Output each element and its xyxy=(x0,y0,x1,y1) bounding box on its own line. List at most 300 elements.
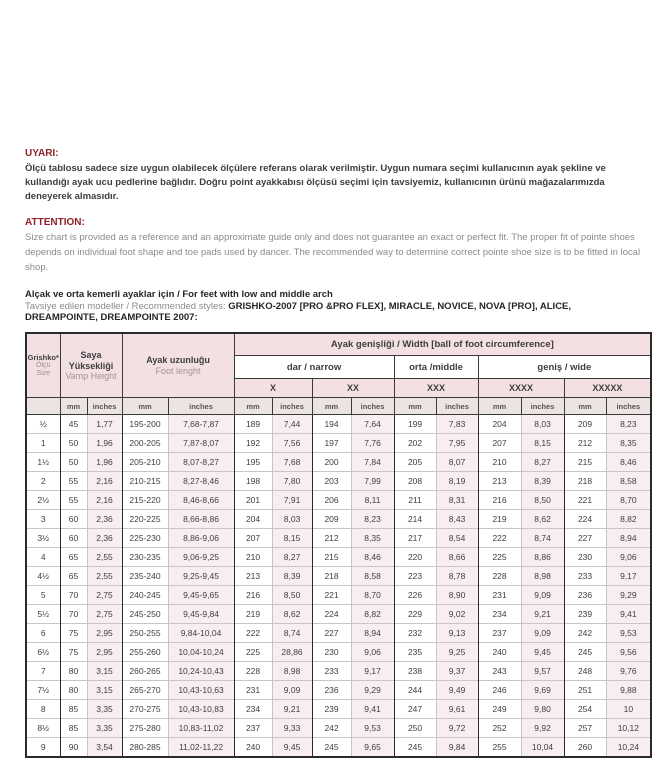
table-cell: 242 xyxy=(312,719,351,738)
table-cell: 75 xyxy=(60,643,87,662)
table-cell: 210 xyxy=(478,453,521,472)
table-cell: 245-250 xyxy=(122,605,168,624)
recommended-styles-list: GRISHKO-2007 [PRO &PRO FLEX], MIRACLE, NOVICE, NOVA [PRO], ALICE, DREAMPOINTE, DREAMPOINTE 2007: xyxy=(25,301,572,324)
table-cell: 8,07 xyxy=(436,453,478,472)
size-table-body xyxy=(26,415,651,758)
table-cell: 233 xyxy=(564,567,606,586)
table-cell: 85 xyxy=(60,719,87,738)
warning-body-tr: Ölçü tablosu sadece size uygun olabilecek ölçülere referans olarak verilmiştir. Uygun numara seçimi kullanıcının ayak şekline ve kullandığı ayak ucu pedlerine bağlıdır. Doğru point ayakkabısı ölçüsü seçimi için tavsiyemiz, kullanıcının ürünü mağazalarımızda deneyerek almasıdır. xyxy=(25,163,606,202)
table-cell: 222 xyxy=(234,624,272,643)
table-cell: 8,39 xyxy=(521,472,564,491)
table-cell: 221 xyxy=(564,491,606,510)
table-cell: 195-200 xyxy=(122,415,168,434)
table-cell: 230-235 xyxy=(122,548,168,567)
table-cell: 28,86 xyxy=(272,643,312,662)
table-cell: 218 xyxy=(312,567,351,586)
table-cell: 80 xyxy=(60,681,87,700)
foot-header-tr: Ayak uzunluğu xyxy=(146,355,210,366)
table-cell: 8,90 xyxy=(436,586,478,605)
table-cell: 236 xyxy=(312,681,351,700)
table-cell: 2,75 xyxy=(87,605,122,624)
table-cell: 7,91 xyxy=(272,491,312,510)
table-cell: 224 xyxy=(564,510,606,529)
table-cell: 9,25 xyxy=(436,643,478,662)
table-cell: 9,21 xyxy=(272,700,312,719)
foot-length-column-header xyxy=(122,333,234,398)
table-row xyxy=(26,700,651,719)
table-cell: 5½ xyxy=(26,605,60,624)
table-cell: 8,54 xyxy=(436,529,478,548)
table-cell: 3,15 xyxy=(87,662,122,681)
recommended-styles-label: Tavsiye edilen modeller / Recommended styles: xyxy=(25,301,229,313)
table-cell: 265-270 xyxy=(122,681,168,700)
table-row xyxy=(26,472,651,491)
table-cell: 2,55 xyxy=(87,567,122,586)
table-cell: 248 xyxy=(564,662,606,681)
table-cell: 8,11 xyxy=(351,491,394,510)
table-cell: 238 xyxy=(394,662,436,681)
header-row-title xyxy=(26,333,651,356)
size-header-brand: Grishko* xyxy=(27,353,59,363)
table-cell: 215 xyxy=(564,453,606,472)
table-cell: 9,45-9,65 xyxy=(168,586,234,605)
table-row xyxy=(26,453,651,472)
table-cell: 3,35 xyxy=(87,700,122,719)
table-cell: 230 xyxy=(312,643,351,662)
table-cell: 65 xyxy=(60,548,87,567)
table-row xyxy=(26,567,651,586)
table-cell: 9,49 xyxy=(436,681,478,700)
table-cell: 242 xyxy=(564,624,606,643)
table-cell: 7,68-7,87 xyxy=(168,415,234,434)
unit-mm: mm xyxy=(564,398,606,415)
table-cell: 251 xyxy=(564,681,606,700)
table-cell: 9,41 xyxy=(351,700,394,719)
table-cell: 8,03 xyxy=(272,510,312,529)
table-cell: 9,76 xyxy=(606,662,651,681)
table-cell: 237 xyxy=(234,719,272,738)
table-cell: 234 xyxy=(478,605,521,624)
table-cell: 10,24-10,43 xyxy=(168,662,234,681)
table-cell: 220 xyxy=(394,548,436,567)
table-cell: 245 xyxy=(312,738,351,758)
table-cell: 10,83-11,02 xyxy=(168,719,234,738)
table-cell: 213 xyxy=(234,567,272,586)
table-cell: 2,16 xyxy=(87,491,122,510)
table-cell: 1,96 xyxy=(87,434,122,453)
table-cell: 221 xyxy=(312,586,351,605)
table-cell: 75 xyxy=(60,624,87,643)
table-cell: 65 xyxy=(60,567,87,586)
table-cell: 4 xyxy=(26,548,60,567)
table-cell: 8,03 xyxy=(521,415,564,434)
table-cell: 9,17 xyxy=(351,662,394,681)
table-cell: 249 xyxy=(478,700,521,719)
table-cell: 2,55 xyxy=(87,548,122,567)
table-cell: 9,80 xyxy=(521,700,564,719)
table-cell: 8,27 xyxy=(521,453,564,472)
table-cell: 8,82 xyxy=(351,605,394,624)
table-cell: 9,88 xyxy=(606,681,651,700)
table-cell: 3 xyxy=(26,510,60,529)
table-cell: 6 xyxy=(26,624,60,643)
table-cell: 8,70 xyxy=(606,491,651,510)
table-cell: 219 xyxy=(234,605,272,624)
table-cell: 6½ xyxy=(26,643,60,662)
table-cell: 8,15 xyxy=(521,434,564,453)
table-cell: 8,58 xyxy=(606,472,651,491)
table-cell: 8,43 xyxy=(436,510,478,529)
size-column-header xyxy=(26,333,60,398)
table-cell: 2,95 xyxy=(87,624,122,643)
table-cell: 7,76 xyxy=(351,434,394,453)
table-cell: 214 xyxy=(394,510,436,529)
table-cell: 216 xyxy=(478,491,521,510)
table-cell: 235 xyxy=(394,643,436,662)
table-cell: 7,87-8,07 xyxy=(168,434,234,453)
width-group-narrow: dar / narrow xyxy=(234,356,394,379)
table-cell: 1 xyxy=(26,434,60,453)
unit-mm: mm xyxy=(478,398,521,415)
table-cell: 240-245 xyxy=(122,586,168,605)
table-cell: ½ xyxy=(26,415,60,434)
table-cell: 8,62 xyxy=(521,510,564,529)
table-cell: 5 xyxy=(26,586,60,605)
table-cell: 250-255 xyxy=(122,624,168,643)
table-cell: 3,54 xyxy=(87,738,122,758)
table-cell: 240 xyxy=(234,738,272,758)
table-cell: 230 xyxy=(564,548,606,567)
table-cell: 209 xyxy=(312,510,351,529)
table-cell: 80 xyxy=(60,662,87,681)
table-cell: 257 xyxy=(564,719,606,738)
table-cell: 234 xyxy=(234,700,272,719)
table-cell: 228 xyxy=(234,662,272,681)
table-cell: 55 xyxy=(60,472,87,491)
table-cell: 270-275 xyxy=(122,700,168,719)
table-cell: 9,29 xyxy=(606,586,651,605)
table-cell: 8,15 xyxy=(272,529,312,548)
table-cell: 219 xyxy=(478,510,521,529)
table-cell: 7,44 xyxy=(272,415,312,434)
table-cell: 7,56 xyxy=(272,434,312,453)
table-cell: 223 xyxy=(394,567,436,586)
table-cell: 2½ xyxy=(26,491,60,510)
table-row xyxy=(26,624,651,643)
table-cell: 8,35 xyxy=(606,434,651,453)
table-cell: 8,78 xyxy=(436,567,478,586)
table-cell: 10,04-10,24 xyxy=(168,643,234,662)
table-cell: 1,77 xyxy=(87,415,122,434)
table-cell: 8,31 xyxy=(436,491,478,510)
table-row xyxy=(26,586,651,605)
unit-inches: inches xyxy=(168,398,234,415)
unit-inches: inches xyxy=(606,398,651,415)
width-group-middle: orta /middle xyxy=(394,356,478,379)
table-cell: 60 xyxy=(60,529,87,548)
table-cell: 232 xyxy=(394,624,436,643)
table-cell: 9,21 xyxy=(521,605,564,624)
table-cell: 2,36 xyxy=(87,529,122,548)
table-cell: 255 xyxy=(478,738,521,758)
table-cell: 206 xyxy=(312,491,351,510)
header-row-units xyxy=(26,398,651,415)
table-cell: 7,64 xyxy=(351,415,394,434)
table-cell: 9,45 xyxy=(521,643,564,662)
table-cell: 8,70 xyxy=(351,586,394,605)
table-cell: 10,24 xyxy=(606,738,651,758)
table-cell: 8½ xyxy=(26,719,60,738)
table-cell: 8,98 xyxy=(521,567,564,586)
table-cell: 9,09 xyxy=(521,586,564,605)
table-cell: 7 xyxy=(26,662,60,681)
table-cell: 197 xyxy=(312,434,351,453)
table-cell: 8,46-8,66 xyxy=(168,491,234,510)
table-cell: 220-225 xyxy=(122,510,168,529)
table-cell: 8,23 xyxy=(351,510,394,529)
table-cell: 10 xyxy=(606,700,651,719)
table-row xyxy=(26,548,651,567)
table-cell: 239 xyxy=(564,605,606,624)
warning-title-en: ATTENTION: xyxy=(25,217,85,229)
table-cell: 189 xyxy=(234,415,272,434)
table-cell: 215-220 xyxy=(122,491,168,510)
table-cell: 203 xyxy=(312,472,351,491)
table-cell: 11,02-11,22 xyxy=(168,738,234,758)
table-cell: 236 xyxy=(564,586,606,605)
table-row xyxy=(26,415,651,434)
table-cell: 2,75 xyxy=(87,586,122,605)
table-cell: 9,06 xyxy=(606,548,651,567)
unit-inches: inches xyxy=(351,398,394,415)
table-cell: 228 xyxy=(478,567,521,586)
table-row xyxy=(26,605,651,624)
table-cell: 252 xyxy=(478,719,521,738)
table-cell: 9,29 xyxy=(351,681,394,700)
table-cell: 207 xyxy=(478,434,521,453)
table-cell: 1½ xyxy=(26,453,60,472)
table-cell: 217 xyxy=(394,529,436,548)
table-cell: 231 xyxy=(478,586,521,605)
table-cell: 224 xyxy=(312,605,351,624)
width-group-wide: geniş / wide xyxy=(478,356,651,379)
table-cell: 246 xyxy=(478,681,521,700)
table-cell: 200-205 xyxy=(122,434,168,453)
table-cell: 7,84 xyxy=(351,453,394,472)
table-cell: 9,92 xyxy=(521,719,564,738)
table-cell: 9,53 xyxy=(351,719,394,738)
table-row xyxy=(26,662,651,681)
table-cell: 204 xyxy=(478,415,521,434)
width-code-xxxx: XXXX xyxy=(478,379,564,398)
table-cell: 8,07-8,27 xyxy=(168,453,234,472)
table-cell: 222 xyxy=(478,529,521,548)
unit-mm: mm xyxy=(394,398,436,415)
width-code-xx: XX xyxy=(312,379,394,398)
table-cell: 1,96 xyxy=(87,453,122,472)
table-cell: 8,86 xyxy=(521,548,564,567)
table-cell: 9,56 xyxy=(606,643,651,662)
table-cell: 8,46 xyxy=(351,548,394,567)
table-cell: 237 xyxy=(478,624,521,643)
table-cell: 9,65 xyxy=(351,738,394,758)
table-cell: 55 xyxy=(60,491,87,510)
table-cell: 8,66 xyxy=(436,548,478,567)
table-cell: 204 xyxy=(234,510,272,529)
table-cell: 254 xyxy=(564,700,606,719)
table-cell: 10,43-10,83 xyxy=(168,700,234,719)
unit-mm: mm xyxy=(122,398,168,415)
table-cell: 3,35 xyxy=(87,719,122,738)
table-cell: 8,50 xyxy=(521,491,564,510)
table-cell: 211 xyxy=(394,491,436,510)
table-cell: 207 xyxy=(234,529,272,548)
table-cell: 9,06 xyxy=(351,643,394,662)
table-cell: 8,46 xyxy=(606,453,651,472)
table-cell: 275-280 xyxy=(122,719,168,738)
table-cell: 210 xyxy=(234,548,272,567)
table-cell: 9,45 xyxy=(272,738,312,758)
table-cell: 90 xyxy=(60,738,87,758)
table-cell: 229 xyxy=(394,605,436,624)
vamp-header-en: Vamp Height xyxy=(65,371,117,382)
unit-inches: inches xyxy=(436,398,478,415)
table-row xyxy=(26,491,651,510)
size-table xyxy=(25,332,652,758)
table-cell: 208 xyxy=(394,472,436,491)
table-cell: 192 xyxy=(234,434,272,453)
table-cell: 9,61 xyxy=(436,700,478,719)
table-cell: 233 xyxy=(312,662,351,681)
table-cell: 9,57 xyxy=(521,662,564,681)
table-cell: 9,06-9,25 xyxy=(168,548,234,567)
table-cell: 7,68 xyxy=(272,453,312,472)
table-cell: 8,39 xyxy=(272,567,312,586)
table-cell: 10,04 xyxy=(521,738,564,758)
table-cell: 8,19 xyxy=(436,472,478,491)
table-cell: 9,84-10,04 xyxy=(168,624,234,643)
table-cell: 280-285 xyxy=(122,738,168,758)
table-cell: 225-230 xyxy=(122,529,168,548)
table-row xyxy=(26,738,651,758)
table-cell: 202 xyxy=(394,434,436,453)
table-cell: 8,58 xyxy=(351,567,394,586)
table-cell: 215 xyxy=(312,548,351,567)
unit-inches: inches xyxy=(272,398,312,415)
table-cell: 50 xyxy=(60,434,87,453)
table-cell: 243 xyxy=(478,662,521,681)
table-cell: 9,33 xyxy=(272,719,312,738)
unit-mm: mm xyxy=(312,398,351,415)
table-cell: 205-210 xyxy=(122,453,168,472)
table-cell: 50 xyxy=(60,453,87,472)
table-cell: 8,74 xyxy=(521,529,564,548)
table-cell: 60 xyxy=(60,510,87,529)
table-cell: 225 xyxy=(478,548,521,567)
table-cell: 4½ xyxy=(26,567,60,586)
units-blank-cell xyxy=(26,398,60,415)
vamp-header-tr: Saya Yüksekliği xyxy=(68,349,114,371)
table-row xyxy=(26,681,651,700)
table-cell: 8,62 xyxy=(272,605,312,624)
table-cell: 260-265 xyxy=(122,662,168,681)
warning-title-tr: UYARI: xyxy=(25,148,59,159)
table-cell: 9,09 xyxy=(272,681,312,700)
table-cell: 8,94 xyxy=(606,529,651,548)
table-row xyxy=(26,643,651,662)
unit-mm: mm xyxy=(234,398,272,415)
table-cell: 9,72 xyxy=(436,719,478,738)
table-cell: 9,53 xyxy=(606,624,651,643)
recommended-styles-line xyxy=(25,301,641,323)
table-cell: 227 xyxy=(312,624,351,643)
table-cell: 10,12 xyxy=(606,719,651,738)
table-cell: 9,84 xyxy=(436,738,478,758)
table-cell: 70 xyxy=(60,605,87,624)
table-row xyxy=(26,529,651,548)
table-cell: 239 xyxy=(312,700,351,719)
table-cell: 260 xyxy=(564,738,606,758)
table-cell: 45 xyxy=(60,415,87,434)
table-cell: 8,82 xyxy=(606,510,651,529)
table-cell: 209 xyxy=(564,415,606,434)
table-cell: 200 xyxy=(312,453,351,472)
table-cell: 244 xyxy=(394,681,436,700)
table-cell: 7,83 xyxy=(436,415,478,434)
size-header-tr: Ölçü xyxy=(36,362,51,370)
page-content xyxy=(25,148,641,758)
table-cell: 8,86-9,06 xyxy=(168,529,234,548)
unit-inches: inches xyxy=(521,398,564,415)
table-cell: 225 xyxy=(234,643,272,662)
table-cell: 3½ xyxy=(26,529,60,548)
table-cell: 245 xyxy=(564,643,606,662)
table-cell: 9,09 xyxy=(521,624,564,643)
table-cell: 8 xyxy=(26,700,60,719)
table-cell: 218 xyxy=(564,472,606,491)
table-cell: 2,95 xyxy=(87,643,122,662)
table-cell: 227 xyxy=(564,529,606,548)
table-cell: 198 xyxy=(234,472,272,491)
table-cell: 194 xyxy=(312,415,351,434)
table-cell: 9,25-9,45 xyxy=(168,567,234,586)
table-cell: 8,27 xyxy=(272,548,312,567)
table-cell: 195 xyxy=(234,453,272,472)
width-title-header: Ayak genişliği / Width [ball of foot circumference] xyxy=(234,333,651,356)
table-cell: 199 xyxy=(394,415,436,434)
table-cell: 231 xyxy=(234,681,272,700)
table-cell: 9,02 xyxy=(436,605,478,624)
table-cell: 9,37 xyxy=(436,662,478,681)
table-cell: 212 xyxy=(564,434,606,453)
warning-body-en: Size chart is provided as a reference and an approximate guide only and does not guarantee an exact or perfect fit. The proper fit of pointe shoes depends on individual foot shape and toe pads used by dancer. The recommended way to determine correct pointe shoe size is to be fitted in local shop. xyxy=(25,232,641,273)
table-cell: 8,35 xyxy=(351,529,394,548)
table-cell: 8,27-8,46 xyxy=(168,472,234,491)
table-cell: 216 xyxy=(234,586,272,605)
table-cell: 250 xyxy=(394,719,436,738)
table-cell: 235-240 xyxy=(122,567,168,586)
table-cell: 7,95 xyxy=(436,434,478,453)
table-row xyxy=(26,510,651,529)
unit-inches: inches xyxy=(87,398,122,415)
table-cell: 8,98 xyxy=(272,662,312,681)
table-cell: 7½ xyxy=(26,681,60,700)
foot-header-en: Foot lenght xyxy=(155,365,201,376)
table-cell: 9,41 xyxy=(606,605,651,624)
table-cell: 8,23 xyxy=(606,415,651,434)
table-cell: 70 xyxy=(60,586,87,605)
size-header-en: Size xyxy=(36,370,51,378)
